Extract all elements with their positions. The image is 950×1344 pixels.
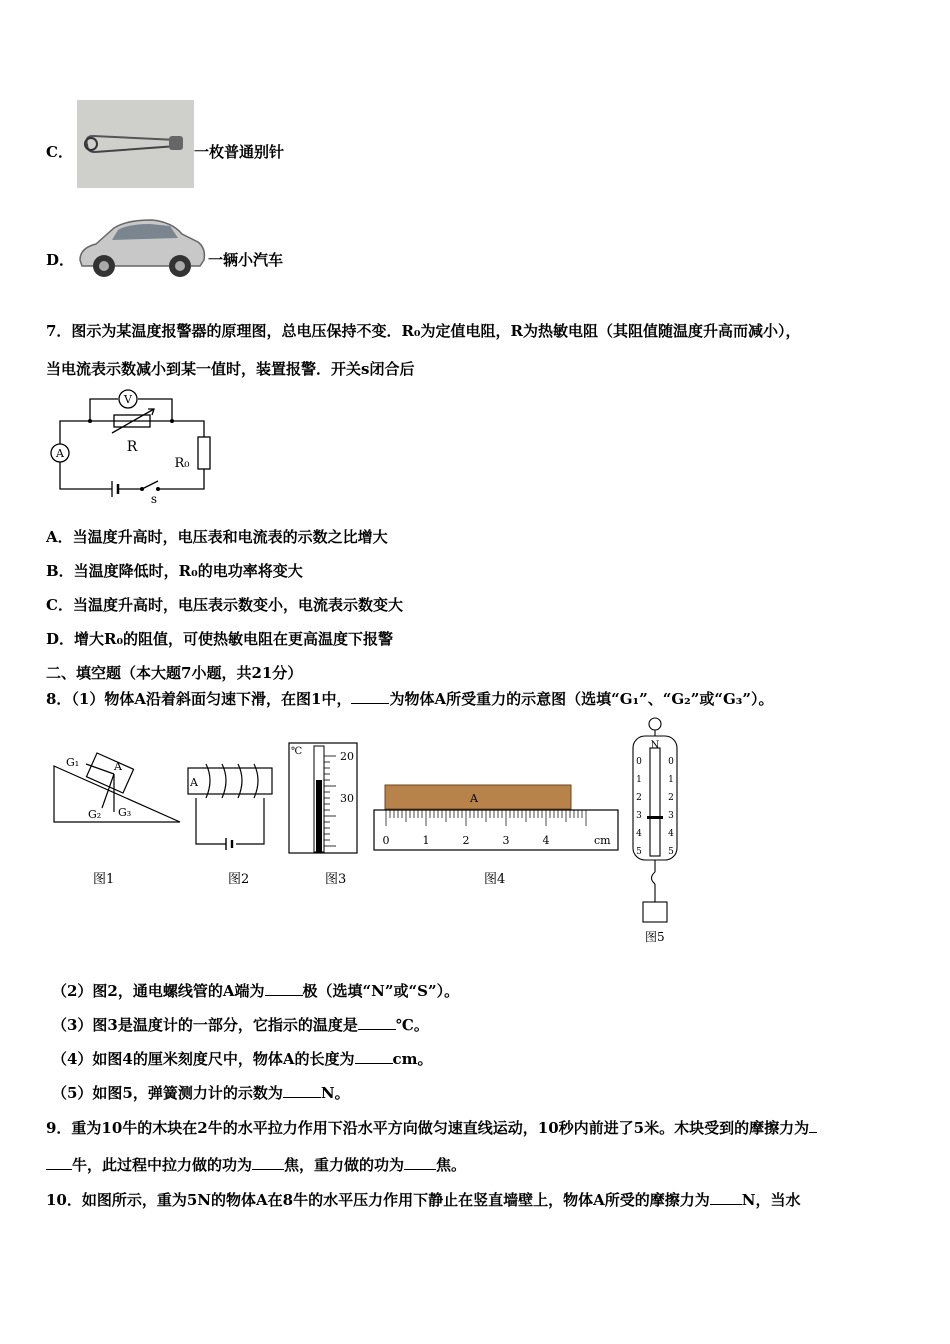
q10-line1-a: 10．如图所示，重为5N的物体A在8牛的水平压力作用下静止在竖直墙壁上，物体A所受的摩擦力为 [46,1191,710,1209]
q7-circuit-diagram [46,385,216,505]
fig1-caption: 图1 [93,872,115,887]
q8-blank-2 [265,995,303,996]
q9-blank-3 [404,1169,436,1170]
spring-unit: N [650,740,660,751]
voltmeter-label: V [124,393,132,406]
option-d-text: 一辆小汽车 [208,251,284,269]
g3-label: G₃ [118,806,132,819]
option-d-label: D． [46,251,75,269]
resistor-r0-label: R₀ [174,456,190,471]
q9-blank-2 [252,1169,284,1170]
ruler-tick-1: 1 [422,834,430,847]
fig4-ruler [372,782,622,852]
spring-tick-3-right: 3 [668,811,674,821]
q8-part5-b: N。 [320,1084,350,1102]
block-a-label: A [114,760,122,773]
ruler-unit: cm [594,834,611,847]
thermometer-30: 30 [340,792,354,805]
ruler-tick-3: 3 [502,834,510,847]
fig2-caption: 图2 [228,872,250,887]
switch-label: s [150,492,158,505]
q7-stem-line1: 7．图示为某温度报警器的原理图，总电压保持不变．R₀为定值电阻，R为热敏电阻（其阻值随温度升高而减小）， [46,322,801,340]
q8-line1-a: 8．（1）物体A沿着斜面匀速下滑，在图1中， [46,690,352,708]
spring-tick-4-left: 4 [636,829,642,839]
q7-stem-line2: 当电流表示数减小到某一值时，装置报警．开关s闭合后 [46,360,415,378]
spring-tick-4-right: 4 [668,829,674,839]
q8-blank-5 [283,1097,321,1098]
spring-tick-0-left: 0 [636,757,642,767]
section-title: 二、填空题（本大题7小题，共21分） [46,664,303,682]
q9-line1: 9．重为10牛的木块在2牛的水平拉力作用下沿水平方向做匀速直线运动，10秒内前进了5米。木块受到的摩擦力为 [46,1119,810,1137]
safety-pin-photo [77,100,194,188]
ruler-tick-0: 0 [382,834,390,847]
fig5-spring-scale [630,716,680,926]
spring-tick-1-left: 1 [636,775,642,785]
fig1-incline [52,752,184,824]
q7-option-b: B．当温度降低时，R₀的电功率将变大 [46,562,303,580]
spring-tick-0-right: 0 [668,757,674,767]
q9-line2-c: 焦。 [436,1156,467,1174]
celsius-label: ℃ [291,746,303,757]
q8-blank-1 [351,703,389,704]
spring-tick-3-left: 3 [636,811,642,821]
q8-part3-a: （3）图3是温度计的一部分，它指示的温度是 [52,1016,358,1034]
option-c-label: C． [46,143,73,161]
q7-option-d: D．增大R₀的阻值，可使热敏电阻在更高温度下报警 [46,630,394,648]
q7-option-c: C．当温度升高时，电压表示数变小，电流表示数变大 [46,596,403,614]
g1-label: G₁ [66,756,80,769]
q8-part3-b: ℃。 [395,1016,429,1034]
q8-part4-a: （4）如图4的厘米刻度尺中，物体A的长度为 [52,1050,355,1068]
spring-tick-5-right: 5 [668,847,674,857]
ruler-tick-4: 4 [542,834,550,847]
q8-line1-b: 为物体A所受重力的示意图（选填“G₁”、“G₂”或“G₃”）。 [389,690,774,708]
spring-tick-2-right: 2 [668,793,674,803]
solenoid-a-label: A [190,776,198,789]
q8-part5-a: （5）如图5，弹簧测力计的示数为 [52,1084,283,1102]
resistor-r-label: R [126,439,138,455]
fig4-caption: 图4 [484,872,506,887]
q9-blank-1-end [46,1169,72,1170]
ammeter-label: A [56,447,64,460]
fig5-caption: 图5 [645,930,665,944]
car-photo [74,208,208,286]
thermometer-20: 20 [340,750,354,763]
q10-blank-1 [710,1204,742,1205]
q8-blank-3 [358,1029,396,1030]
spring-tick-5-left: 5 [636,847,642,857]
q8-part2-b: 极（选填“N”或“S”）。 [302,982,460,1000]
q9-blank-1-start [809,1132,817,1133]
q10-line1-b: N，当水 [741,1191,801,1209]
q8-part4-b: cm。 [392,1050,433,1068]
g2-label: G₂ [88,808,102,821]
spring-tick-2-left: 2 [636,793,642,803]
ruler-block-a-label: A [470,792,478,805]
q8-blank-4 [355,1063,393,1064]
q8-part2-a: （2）图2，通电螺线管的A端为 [52,982,265,1000]
spring-tick-1-right: 1 [668,775,674,785]
q9-line2-a: 牛，此过程中拉力做的功为 [72,1156,253,1174]
q9-line2-b: 焦，重力做的功为 [284,1156,405,1174]
ruler-tick-2: 2 [462,834,470,847]
q7-option-a: A．当温度升高时，电压表和电流表的示数之比增大 [46,528,388,546]
option-c-text: 一枚普通别针 [194,143,285,161]
fig3-caption: 图3 [325,872,347,887]
fig2-solenoid [186,756,276,852]
fig3-thermometer [288,742,358,854]
